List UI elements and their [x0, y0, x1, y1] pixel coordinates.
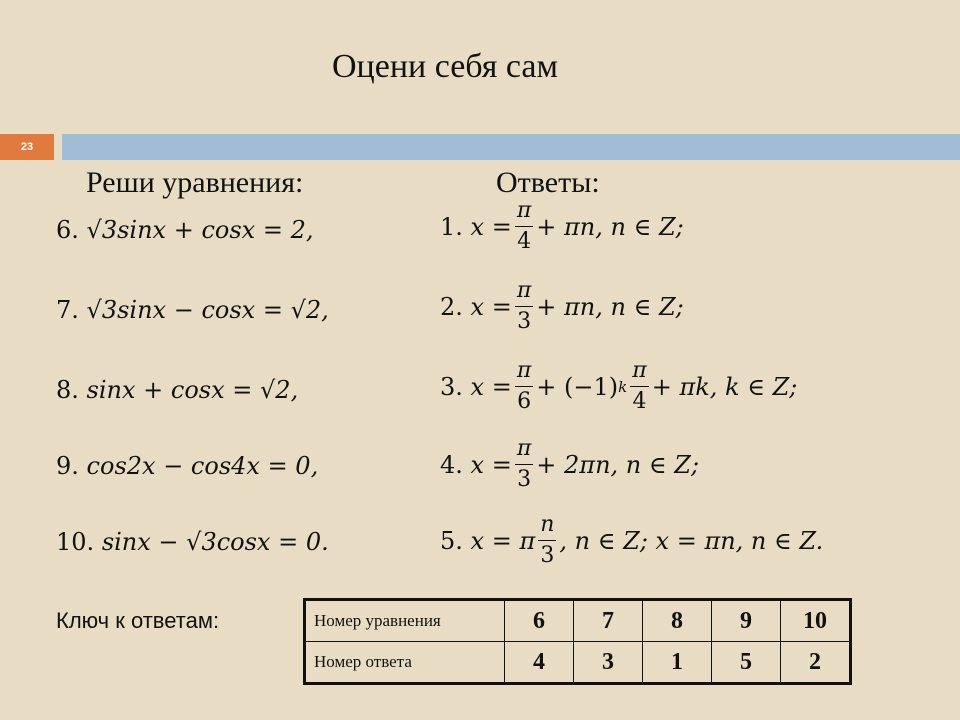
table-cell: 2 [781, 642, 851, 684]
table-cell: 3 [574, 642, 643, 684]
equations-heading: Реши уравнения: [86, 166, 304, 199]
answer-5: 5. x = π $\frac{n}{3}$ , n ∈ Z; x = πn, n ∈ Z. [440, 512, 824, 568]
answers-heading: Ответы: [496, 166, 600, 199]
equation-10: 10. sinx − √3cosx = 0. [56, 528, 329, 556]
answer-3: 3. x = $\frac{\pi}{6}$ + (−1) k $\frac{\pi}{4}$ + πk, k ∈ Z; [440, 358, 798, 414]
table-cell: 10 [781, 600, 851, 642]
answer-2: 2. x = $\frac{\pi}{3}$ + πn, n ∈ Z; [440, 278, 684, 334]
slide-number: 23 [20, 141, 34, 153]
table-cell: 9 [712, 600, 781, 642]
row-label-answer-number: Номер ответа [305, 642, 505, 684]
answer-key-label: Ключ к ответам: [56, 608, 220, 633]
equation-8: 8. sinx + cosx = √2, [56, 376, 299, 404]
equation-9: 9. cos2x − cos4x = 0, [56, 452, 319, 480]
equation-6: 6. √3sinx + cosx = 2, [56, 216, 314, 244]
answer-key-table [303, 598, 852, 685]
table-cell: 5 [712, 642, 781, 684]
table-cell: 8 [643, 600, 712, 642]
header-accent-bar [62, 134, 960, 160]
answer-1: 1. x = $\frac{\pi}{4}$ + πn, n ∈ Z; [440, 198, 684, 254]
table-cell: 4 [505, 642, 574, 684]
table-cell: 6 [505, 600, 574, 642]
table-cell: 1 [643, 642, 712, 684]
answer-4: 4. x = $\frac{\pi}{3}$ + 2πn, n ∈ Z; [440, 436, 700, 492]
table-row [305, 600, 851, 642]
row-label-equation-number: Номер уравнения [305, 600, 505, 642]
table-row [305, 642, 851, 684]
equation-7: 7. √3sinx − cosx = √2, [56, 296, 329, 324]
slide-title: Оцени себя сам [331, 48, 559, 85]
table-cell: 7 [574, 600, 643, 642]
